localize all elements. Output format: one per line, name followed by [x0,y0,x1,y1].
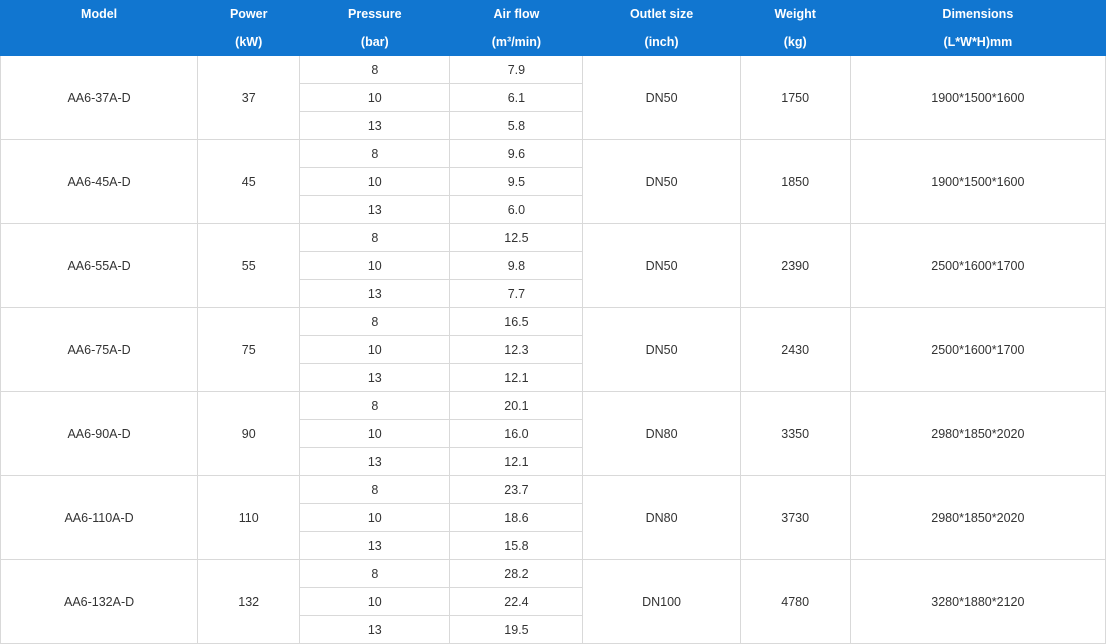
cell-pressure: 13 [300,532,450,560]
cell-air-flow: 9.8 [450,252,583,280]
table-row [1,56,1106,84]
cell-air-flow: 28.2 [450,560,583,588]
cell-pressure: 10 [300,84,450,112]
cell-air-flow: 18.6 [450,504,583,532]
header-unit-row [1,29,1106,56]
cell-air-flow: 7.7 [450,280,583,308]
table-row [1,560,1106,588]
cell-air-flow: 12.1 [450,448,583,476]
header-dimensions: Dimensions [850,1,1105,29]
header-model: Model [1,1,198,29]
cell-air-flow: 20.1 [450,392,583,420]
cell-pressure: 10 [300,336,450,364]
cell-air-flow: 6.1 [450,84,583,112]
cell-pressure: 8 [300,308,450,336]
cell-outlet-size: DN50 [583,140,740,224]
cell-pressure: 13 [300,280,450,308]
cell-air-flow: 5.8 [450,112,583,140]
cell-dimensions: 2980*1850*2020 [850,392,1105,476]
header-pressure-unit: (bar) [300,29,450,56]
cell-air-flow: 6.0 [450,196,583,224]
cell-pressure: 13 [300,448,450,476]
cell-air-flow: 9.6 [450,140,583,168]
table-row [1,476,1106,504]
cell-pressure: 13 [300,112,450,140]
cell-power: 55 [198,224,300,308]
header-pressure: Pressure [300,1,450,29]
cell-model: AA6-90A-D [1,392,198,476]
table-row [1,224,1106,252]
cell-model: AA6-55A-D [1,224,198,308]
cell-power: 90 [198,392,300,476]
header-power: Power [198,1,300,29]
cell-dimensions: 1900*1500*1600 [850,140,1105,224]
cell-model: AA6-75A-D [1,308,198,392]
cell-pressure: 8 [300,56,450,84]
header-label-row [1,1,1106,29]
table-body [1,56,1106,644]
cell-pressure: 10 [300,252,450,280]
cell-weight: 3730 [740,476,850,560]
cell-power: 132 [198,560,300,644]
cell-air-flow: 9.5 [450,168,583,196]
cell-model: AA6-110A-D [1,476,198,560]
header-model-unit [1,29,198,56]
cell-weight: 4780 [740,560,850,644]
cell-pressure: 8 [300,392,450,420]
table-row [1,392,1106,420]
cell-outlet-size: DN80 [583,476,740,560]
cell-outlet-size: DN50 [583,56,740,140]
cell-air-flow: 12.1 [450,364,583,392]
cell-outlet-size: DN80 [583,392,740,476]
cell-pressure: 13 [300,196,450,224]
header-outlet-size-unit: (inch) [583,29,740,56]
cell-model: AA6-37A-D [1,56,198,140]
header-weight: Weight [740,1,850,29]
cell-pressure: 8 [300,560,450,588]
cell-air-flow: 19.5 [450,616,583,644]
cell-weight: 2430 [740,308,850,392]
cell-weight: 1850 [740,140,850,224]
cell-dimensions: 2980*1850*2020 [850,476,1105,560]
table-row [1,140,1106,168]
cell-air-flow: 12.3 [450,336,583,364]
cell-dimensions: 1900*1500*1600 [850,56,1105,140]
cell-pressure: 8 [300,224,450,252]
cell-power: 75 [198,308,300,392]
cell-weight: 1750 [740,56,850,140]
header-air-flow-unit: (m³/min) [450,29,583,56]
header-outlet-size: Outlet size [583,1,740,29]
table-header [1,1,1106,56]
cell-air-flow: 16.5 [450,308,583,336]
cell-air-flow: 15.8 [450,532,583,560]
header-air-flow: Air flow [450,1,583,29]
table-row [1,308,1106,336]
cell-pressure: 8 [300,140,450,168]
cell-power: 110 [198,476,300,560]
cell-pressure: 10 [300,504,450,532]
cell-outlet-size: DN50 [583,308,740,392]
cell-power: 45 [198,140,300,224]
cell-outlet-size: DN50 [583,224,740,308]
cell-model: AA6-45A-D [1,140,198,224]
cell-air-flow: 22.4 [450,588,583,616]
cell-pressure: 10 [300,588,450,616]
cell-air-flow: 16.0 [450,420,583,448]
cell-air-flow: 23.7 [450,476,583,504]
cell-outlet-size: DN100 [583,560,740,644]
cell-weight: 3350 [740,392,850,476]
header-power-unit: (kW) [198,29,300,56]
cell-air-flow: 7.9 [450,56,583,84]
cell-model: AA6-132A-D [1,560,198,644]
cell-air-flow: 12.5 [450,224,583,252]
cell-pressure: 13 [300,616,450,644]
cell-dimensions: 2500*1600*1700 [850,224,1105,308]
cell-weight: 2390 [740,224,850,308]
cell-dimensions: 3280*1880*2120 [850,560,1105,644]
cell-pressure: 10 [300,420,450,448]
cell-pressure: 13 [300,364,450,392]
cell-pressure: 10 [300,168,450,196]
cell-power: 37 [198,56,300,140]
cell-pressure: 8 [300,476,450,504]
header-weight-unit: (kg) [740,29,850,56]
cell-dimensions: 2500*1600*1700 [850,308,1105,392]
header-dimensions-unit: (L*W*H)mm [850,29,1105,56]
